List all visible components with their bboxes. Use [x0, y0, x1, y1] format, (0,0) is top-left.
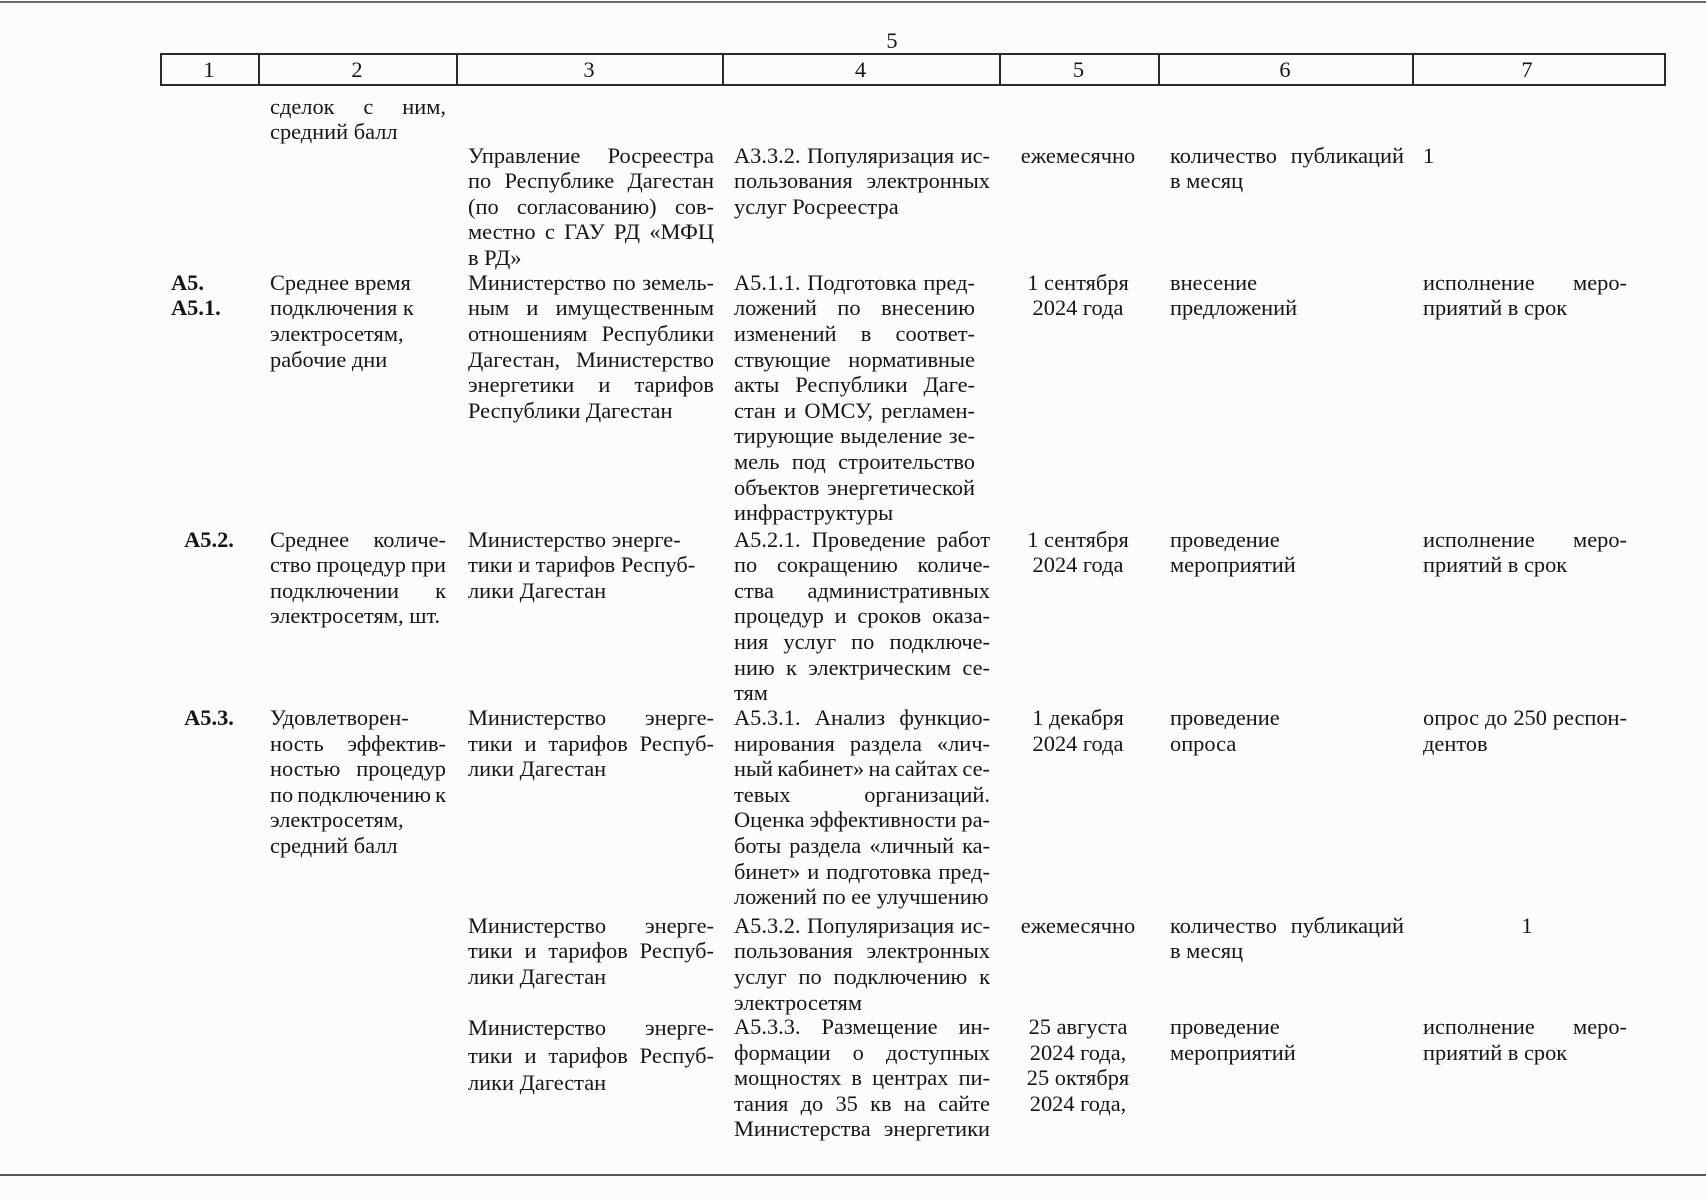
indicator-line: средний балл — [270, 833, 398, 859]
result-line: мероприятий — [1170, 552, 1296, 578]
measure-line: бинет» и подготовка пред- — [734, 858, 990, 884]
measure-line: ложений по внесению — [734, 295, 975, 321]
indicator-line: Среднее количе- — [270, 526, 446, 552]
responsible-line: по Республике Дагестан — [468, 168, 714, 194]
responsible-line: Министерство энерге- — [468, 705, 714, 731]
responsible-line: лики Дагестан — [468, 964, 607, 990]
result-line: в месяц — [1170, 938, 1244, 964]
target-line: приятий в срок — [1423, 295, 1568, 321]
deadline-line: 25 августа — [1028, 1014, 1128, 1040]
responsible-line: лики Дагестан — [468, 1070, 607, 1096]
target-line: 1 — [1423, 142, 1435, 168]
code-line: А5.3. — [184, 705, 234, 731]
responsible-line: ным и имущественным — [468, 295, 714, 321]
cell-responsible — [468, 913, 714, 990]
responsible-line: тики и тарифов Респуб- — [468, 730, 714, 756]
result-line: проведение — [1170, 526, 1280, 552]
measure-line: инфраструктуры — [734, 500, 894, 526]
header-bottom-border — [160, 84, 1666, 86]
cell-deadline — [999, 527, 1157, 578]
indicator-line: средний балл — [270, 119, 398, 145]
result-line: предложений — [1170, 295, 1298, 321]
measure-line: боты раздела «личный ка- — [734, 833, 990, 859]
cell-measure — [734, 1014, 990, 1142]
code-line: А5.1. — [171, 295, 221, 321]
cell-responsible — [468, 527, 714, 604]
target-line: исполнение меро- — [1423, 526, 1627, 552]
deadline-line: 2024 года — [1032, 295, 1124, 321]
cell-measure — [734, 143, 990, 220]
responsible-line: местно с ГАУ РД «МФЦ — [468, 219, 714, 245]
measure-line: услуг Росреестра — [734, 193, 899, 219]
measure-line: Оценка эффективности ра- — [734, 807, 990, 833]
target-line: приятий в срок — [1423, 1039, 1568, 1065]
cell-indicator — [270, 527, 446, 629]
responsible-line: (по согласованию) сов- — [468, 193, 714, 219]
result-line: мероприятий — [1170, 1039, 1296, 1065]
target-line: исполнение меро- — [1423, 1014, 1627, 1040]
cell-target — [1423, 143, 1627, 169]
responsible-line: в РД» — [468, 244, 522, 270]
header-cell-3: 3 — [583, 57, 595, 82]
measure-line: А3.3.2. Популяризация ис- — [734, 142, 990, 168]
indicator-line: ностью процедур — [270, 756, 446, 782]
cell-result — [1170, 527, 1404, 578]
cell-deadline — [999, 913, 1157, 939]
measure-line: услуг по подключению к — [734, 964, 990, 990]
indicator-line: по подключению к — [270, 781, 446, 807]
responsible-line: Министерство энерге- — [468, 526, 681, 552]
cell-indicator — [270, 270, 446, 372]
measure-line: ный кабинет» на сайтах се- — [734, 756, 990, 782]
measure-line: мощностях в центрах пи- — [734, 1065, 990, 1091]
cell-target — [1423, 270, 1627, 321]
cell-responsible — [468, 1014, 714, 1097]
cell-target — [1423, 1014, 1627, 1065]
measure-line: тирующие выделение зе- — [734, 423, 975, 449]
deadline-line: ежемесячно — [1020, 142, 1136, 168]
measure-line: тания до 35 кв на сайте — [734, 1090, 990, 1116]
deadline-line: 2024 года — [1032, 552, 1124, 578]
responsible-line: Министерство по земель- — [468, 269, 714, 295]
measure-line: формации о доступных — [734, 1039, 990, 1065]
deadline-line: 25 октября — [1026, 1065, 1130, 1091]
cell-code — [160, 527, 258, 553]
result-line: внесение — [1170, 269, 1258, 295]
cell-code — [160, 705, 258, 731]
cell-measure — [734, 270, 975, 526]
measure-line: Министерства энергетики — [734, 1116, 990, 1142]
deadline-line: 1 сентября — [1027, 269, 1129, 295]
indicator-line: электросетям, шт. — [270, 603, 441, 629]
header-cell-5: 5 — [1072, 57, 1085, 82]
indicator-line: электросетям, — [270, 807, 404, 833]
indicator-line: рабочие дни — [270, 346, 388, 372]
responsible-line: Республики Дагестан — [468, 397, 673, 423]
measure-line: А5.3.3. Размещение ин- — [734, 1014, 990, 1040]
result-line: в месяц — [1170, 168, 1244, 194]
responsible-line: отношениям Республики — [468, 321, 714, 347]
result-line: проведение — [1170, 1014, 1280, 1040]
indicator-line: ство процедур при — [270, 552, 446, 578]
measure-line: стан и ОМСУ, регламен- — [734, 397, 975, 423]
header-cell-7: 7 — [1521, 57, 1533, 82]
cell-result — [1170, 705, 1404, 756]
responsible-line: тики и тарифов Респуб- — [468, 938, 714, 964]
header-cell-6: 6 — [1279, 57, 1291, 82]
measure-line: нию к электрическим се- — [734, 654, 990, 680]
target-line: дентов — [1423, 730, 1488, 756]
measure-line: ства административных — [734, 577, 990, 603]
cell-deadline — [999, 143, 1157, 169]
measure-line: А5.2.1. Проведение работ — [734, 526, 990, 552]
responsible-line: тики и тарифов Респуб- — [468, 1042, 714, 1068]
responsible-line: Управление Росреестра — [468, 142, 714, 168]
cell-deadline — [999, 1014, 1157, 1116]
cell-measure — [734, 705, 990, 910]
responsible-line: лики Дагестан — [468, 577, 607, 603]
result-line: количество публикаций — [1170, 142, 1404, 168]
measure-line: мель под строительство — [734, 449, 975, 475]
indicator-line: подключении к — [270, 577, 446, 603]
deadline-line: 2024 года, — [1029, 1090, 1127, 1116]
deadline-line: 2024 года — [1032, 730, 1124, 756]
cell-target — [1412, 913, 1642, 939]
header-cell-4: 4 — [854, 57, 867, 82]
target-line: 1 — [1521, 912, 1533, 938]
responsible-line: Министерство энерге- — [468, 1015, 714, 1041]
responsible-line: тики и тарифов Респуб- — [468, 552, 696, 578]
indicator-line: ность эффектив- — [270, 730, 446, 756]
measure-line: тям — [734, 680, 768, 706]
measure-line: нирования раздела «лич- — [734, 730, 990, 756]
measure-line: электросетям — [734, 989, 863, 1015]
cell-deadline — [999, 270, 1157, 321]
cell-result — [1170, 270, 1404, 321]
measure-line: объектов энергетической — [734, 474, 975, 500]
cell-measure — [734, 527, 990, 706]
responsible-line: лики Дагестан — [468, 756, 607, 782]
deadline-line: 1 декабря — [1032, 705, 1124, 731]
cell-result — [1170, 143, 1404, 194]
deadline-line: 2024 года, — [1029, 1039, 1127, 1065]
indicator-line: подключения к — [270, 295, 414, 321]
indicator-line: Среднее время — [270, 269, 411, 295]
result-line: проведение — [1170, 705, 1280, 731]
header-divider — [1664, 54, 1666, 86]
cell-responsible — [468, 270, 714, 424]
code-line: А5. — [171, 269, 204, 295]
measure-line: акты Республики Даге- — [734, 372, 975, 398]
target-line: опрос до 250 респон- — [1423, 705, 1627, 731]
cell-result — [1170, 913, 1404, 964]
target-line: приятий в срок — [1423, 552, 1568, 578]
deadline-line: ежемесячно — [1020, 912, 1136, 938]
cell-code — [171, 270, 258, 321]
deadline-line: 1 сентября — [1027, 526, 1129, 552]
measure-line: ствующие нормативные — [734, 346, 975, 372]
measure-line: процедур и сроков оказа- — [734, 603, 990, 629]
measure-line: А5.3.1. Анализ функцио- — [734, 705, 990, 731]
result-line: опроса — [1170, 730, 1237, 756]
indicator-line: Удовлетворен- — [270, 705, 409, 731]
measure-line: пользования электронных — [734, 938, 990, 964]
measure-line: А5.3.2. Популяризация ис- — [734, 912, 990, 938]
result-line: количество публикаций — [1170, 912, 1404, 938]
measure-line: пользования электронных — [734, 168, 990, 194]
measure-line: А5.1.1. Подготовка пред- — [734, 269, 975, 295]
cell-deadline — [999, 705, 1157, 756]
measure-line: ложений по ее улучшению — [734, 884, 989, 910]
responsible-line: энергетики и тарифов — [468, 372, 714, 398]
measure-line: тевых организаций. — [734, 781, 990, 807]
responsible-line: Дагестан, Министерство — [468, 346, 714, 372]
indicator-line: сделок с ним, — [270, 93, 446, 119]
measure-line: изменений в соответ- — [734, 321, 975, 347]
bottom-rule — [0, 1174, 1706, 1176]
responsible-line: Министерство энерге- — [468, 912, 714, 938]
page-number: 5 — [886, 28, 898, 53]
header-cell-1: 1 — [203, 57, 215, 82]
cell-target — [1423, 705, 1627, 756]
cell-responsible — [468, 705, 714, 782]
measure-line: ния услуг по подключе- — [734, 628, 990, 654]
measure-line: по сокращению количе- — [734, 552, 990, 578]
indicator-line: электросетям, — [270, 321, 404, 347]
cell-result — [1170, 1014, 1404, 1065]
target-line: исполнение меро- — [1423, 269, 1627, 295]
cell-indicator — [270, 94, 446, 145]
cell-target — [1423, 527, 1627, 578]
cell-measure — [734, 913, 990, 1015]
code-line: А5.2. — [184, 526, 234, 552]
cell-indicator — [270, 705, 446, 859]
header-cell-2: 2 — [351, 57, 363, 82]
cell-responsible — [468, 143, 714, 271]
scan-edge-line — [0, 1, 1706, 3]
